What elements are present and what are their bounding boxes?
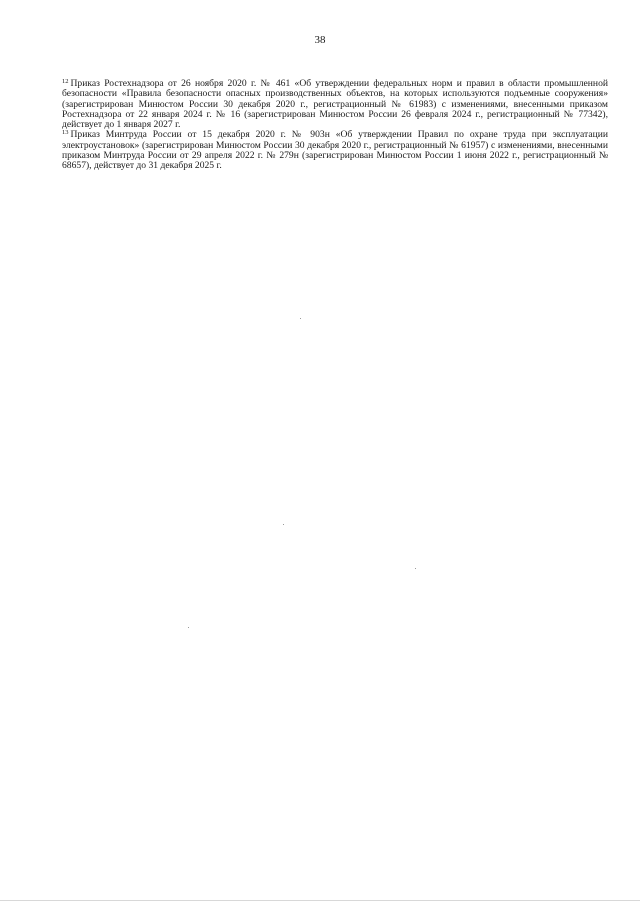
page-number: 38 <box>314 34 326 46</box>
footnote-marker: 12 <box>62 78 69 85</box>
scan-speck <box>300 318 301 319</box>
scan-speck <box>283 524 284 525</box>
footnote-12 <box>62 79 608 130</box>
footnote-text: Приказ Ростехнадзора от 26 ноября 2020 г. № 461 «Об утверждении федеральных норм и правил в области промышленной безопасности «Правила безопасности опасных производственных объектов, на которых используются подъемные сооружения» (зарегистрирован Минюстом России 30 декабря 2020 г., регистрационный № 61983) с изменениями, внесенными приказом Ростехнадзора от 22 января 2024 г. № 16 (зарегистрирован Минюстом России 26 февраля 2024 г., регистрационный № 77342), действует до 1 января 2027 г. <box>62 78 608 131</box>
footnotes-section <box>62 79 608 172</box>
footnote-13 <box>62 130 608 171</box>
footnote-marker: 13 <box>62 129 69 137</box>
scan-speck <box>188 627 189 628</box>
footnote-text: Приказ Минтруда России от 15 декабря 2020 г. № 903н «Об утверждении Правил по охране труда при эксплуатации электроустановок» (зарегистрирован Минюстом России 30 декабря 2020 г., регистрационный № 61957) с изменениями, внесенными приказом Минтруда России от 29 апреля 2022 г. № 279н (зарегистрирован Минюстом России 1 июня 2022 г., регистрационный № 68657), действует до 31 декабря 2025 г. <box>62 129 608 172</box>
scan-speck <box>415 568 416 569</box>
